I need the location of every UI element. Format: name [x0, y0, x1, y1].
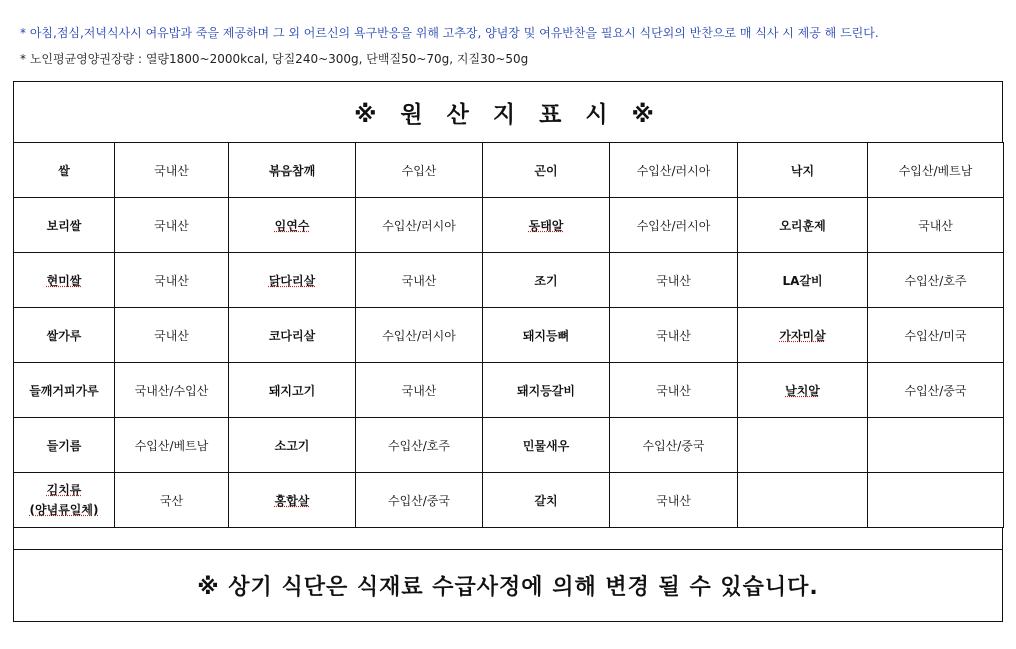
origin-value: 국내산: [356, 363, 483, 418]
table-row: [14, 363, 1004, 418]
ingredient-name: [738, 473, 868, 528]
origin-value: 수입산: [356, 143, 483, 198]
ingredient-name: 조기: [483, 253, 610, 308]
origin-value: 수입산/중국: [356, 473, 483, 528]
ingredient-name: 곤이: [483, 143, 610, 198]
ingredient-name: 돼지등뼈: [483, 308, 610, 363]
note-line-1: * 아침,점심,저녁식사시 여유밥과 죽을 제공하며 그 외 어르신의 욕구반응을 위해 고추장, 양념장 및 여유반찬을 필요시 식단외의 반찬으로 매 식사 시 제공 해 드린다.: [20, 26, 879, 40]
ingredient-name: 임연수: [229, 198, 356, 253]
ingredient-name: 현미쌀: [14, 253, 115, 308]
ingredient-name: 오리훈제: [738, 198, 868, 253]
ingredient-name: 동태알: [483, 198, 610, 253]
origin-value: 국내산/수입산: [115, 363, 229, 418]
origin-value: 국내산: [610, 363, 738, 418]
ingredient-name: 닭다리살: [229, 253, 356, 308]
ingredient-name: 들기름: [14, 418, 115, 473]
ingredient-name: LA갈비: [738, 253, 868, 308]
ingredient-name: 보리쌀: [14, 198, 115, 253]
origin-value: [868, 473, 1004, 528]
ingredient-name: 민물새우: [483, 418, 610, 473]
origin-title: ※ 원 산 지 표 시 ※: [13, 81, 1003, 142]
origin-value: [868, 418, 1004, 473]
ingredient-name: 낙지: [738, 143, 868, 198]
origin-value: 수입산/베트남: [868, 143, 1004, 198]
table-row: [14, 418, 1004, 473]
origin-value: 국산: [115, 473, 229, 528]
origin-value: 국내산: [115, 308, 229, 363]
ingredient-name: 갈치: [483, 473, 610, 528]
ingredient-name: 소고기: [229, 418, 356, 473]
table-row: [14, 253, 1004, 308]
origin-value: 수입산/러시아: [356, 308, 483, 363]
origin-value: 수입산/호주: [868, 253, 1004, 308]
ingredient-name: 날치알: [738, 363, 868, 418]
table-row: [14, 308, 1004, 363]
footer-notice: ※ 상기 식단은 식재료 수급사정에 의해 변경 될 수 있습니다.: [13, 549, 1003, 622]
origin-value: 국내산: [115, 253, 229, 308]
origin-value: 국내산: [610, 308, 738, 363]
table-row: [14, 473, 1004, 528]
table-row: [14, 198, 1004, 253]
origin-value: 수입산/러시아: [610, 198, 738, 253]
origin-value: 국내산: [356, 253, 483, 308]
origin-value: 수입산/러시아: [610, 143, 738, 198]
ingredient-name: 돼지고기: [229, 363, 356, 418]
table-row: [14, 143, 1004, 198]
ingredient-name: [738, 418, 868, 473]
origin-value: 수입산/러시아: [356, 198, 483, 253]
origin-value: 국내산: [610, 473, 738, 528]
ingredient-name: 들깨거피가루: [14, 363, 115, 418]
ingredient-name: 김치류 (양념류일체): [14, 473, 115, 528]
ingredient-name: 홍합살: [229, 473, 356, 528]
ingredient-name: 쌀: [14, 143, 115, 198]
origin-value: 수입산/중국: [868, 363, 1004, 418]
ingredient-name: 코다리살: [229, 308, 356, 363]
ingredient-name: 돼지등갈비: [483, 363, 610, 418]
ingredient-name: 쌀가루: [14, 308, 115, 363]
origin-value: 국내산: [115, 143, 229, 198]
origin-document: [13, 81, 1003, 622]
origin-value: 수입산/베트남: [115, 418, 229, 473]
origin-value: 국내산: [115, 198, 229, 253]
origin-value: 수입산/호주: [356, 418, 483, 473]
origin-value: 수입산/미국: [868, 308, 1004, 363]
origin-value: 국내산: [610, 253, 738, 308]
ingredient-name: 볶음참깨: [229, 143, 356, 198]
origin-table: [13, 142, 1004, 528]
origin-value: 국내산: [868, 198, 1004, 253]
ingredient-name: 가자미살: [738, 308, 868, 363]
spacer-row: [13, 528, 1003, 549]
origin-value: 수입산/중국: [610, 418, 738, 473]
note-line-2: * 노인평균영양권장량 : 열량1800~2000kcal, 당질240~300g, 단백질50~70g, 지질30~50g: [20, 52, 529, 66]
